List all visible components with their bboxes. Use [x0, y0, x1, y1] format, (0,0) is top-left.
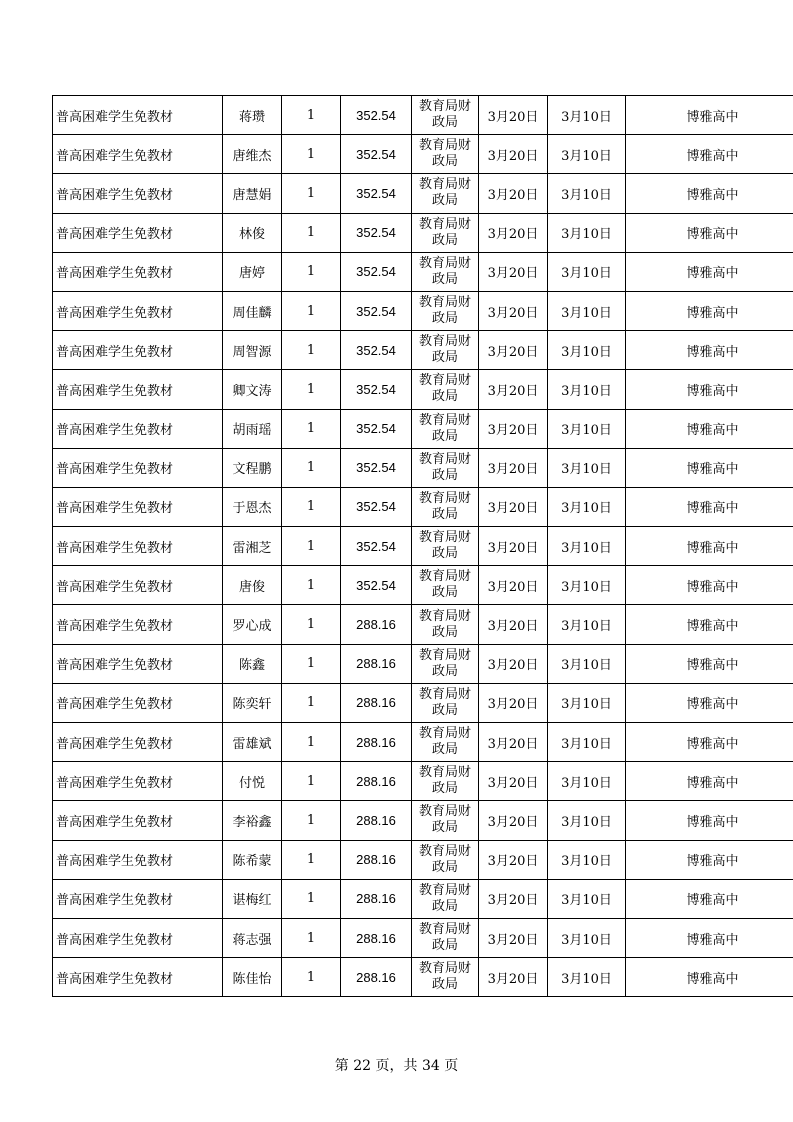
- table-row: [53, 918, 793, 957]
- school-cell: 博雅高中: [626, 723, 793, 762]
- date-cell: 3月20日: [479, 409, 548, 448]
- table-row: [53, 96, 793, 135]
- date-cell-2: 3月10日: [548, 566, 626, 605]
- name-cell: 林俊: [223, 213, 282, 252]
- date-cell: 3月20日: [479, 566, 548, 605]
- date-cell-2: 3月10日: [548, 918, 626, 957]
- name-cell: 陈奕轩: [223, 683, 282, 722]
- table-body: [53, 96, 793, 997]
- data-table: [52, 95, 793, 997]
- date-cell-2: 3月10日: [548, 409, 626, 448]
- item-cell: 普高困难学生免教材: [53, 174, 223, 213]
- name-cell: 胡雨瑶: [223, 409, 282, 448]
- department-cell: 教育局财政局: [412, 958, 479, 997]
- date-cell: 3月20日: [479, 487, 548, 526]
- name-cell: 卿文涛: [223, 370, 282, 409]
- quantity-cell: 1: [282, 840, 341, 879]
- school-cell: 博雅高中: [626, 958, 793, 997]
- date-cell-2: 3月10日: [548, 291, 626, 330]
- school-cell: 博雅高中: [626, 135, 793, 174]
- amount-cell: 352.54: [341, 96, 412, 135]
- table-row: [53, 762, 793, 801]
- department-cell: 教育局财政局: [412, 605, 479, 644]
- school-cell: 博雅高中: [626, 840, 793, 879]
- name-cell: 陈佳怡: [223, 958, 282, 997]
- amount-cell: 288.16: [341, 605, 412, 644]
- name-cell: 周智源: [223, 331, 282, 370]
- quantity-cell: 1: [282, 213, 341, 252]
- table-row: [53, 331, 793, 370]
- department-cell: 教育局财政局: [412, 723, 479, 762]
- department-cell: 教育局财政局: [412, 840, 479, 879]
- quantity-cell: 1: [282, 448, 341, 487]
- item-cell: 普高困难学生免教材: [53, 291, 223, 330]
- amount-cell: 352.54: [341, 566, 412, 605]
- date-cell-2: 3月10日: [548, 762, 626, 801]
- table-row: [53, 448, 793, 487]
- department-cell: 教育局财政局: [412, 683, 479, 722]
- amount-cell: 352.54: [341, 291, 412, 330]
- table-row: [53, 683, 793, 722]
- school-cell: 博雅高中: [626, 605, 793, 644]
- table-row: [53, 174, 793, 213]
- name-cell: 李裕鑫: [223, 801, 282, 840]
- school-cell: 博雅高中: [626, 448, 793, 487]
- school-cell: 博雅高中: [626, 370, 793, 409]
- quantity-cell: 1: [282, 723, 341, 762]
- name-cell: 蒋瓒: [223, 96, 282, 135]
- date-cell-2: 3月10日: [548, 879, 626, 918]
- date-cell: 3月20日: [479, 252, 548, 291]
- school-cell: 博雅高中: [626, 96, 793, 135]
- quantity-cell: 1: [282, 252, 341, 291]
- date-cell: 3月20日: [479, 840, 548, 879]
- school-cell: 博雅高中: [626, 918, 793, 957]
- amount-cell: 288.16: [341, 918, 412, 957]
- item-cell: 普高困难学生免教材: [53, 527, 223, 566]
- table-row: [53, 879, 793, 918]
- school-cell: 博雅高中: [626, 174, 793, 213]
- school-cell: 博雅高中: [626, 566, 793, 605]
- department-cell: 教育局财政局: [412, 762, 479, 801]
- name-cell: 蒋志强: [223, 918, 282, 957]
- date-cell: 3月20日: [479, 527, 548, 566]
- date-cell: 3月20日: [479, 448, 548, 487]
- quantity-cell: 1: [282, 801, 341, 840]
- department-cell: 教育局财政局: [412, 448, 479, 487]
- item-cell: 普高困难学生免教材: [53, 135, 223, 174]
- table-row: [53, 135, 793, 174]
- date-cell-2: 3月10日: [548, 96, 626, 135]
- quantity-cell: 1: [282, 918, 341, 957]
- quantity-cell: 1: [282, 291, 341, 330]
- name-cell: 唐婷: [223, 252, 282, 291]
- date-cell: 3月20日: [479, 644, 548, 683]
- name-cell: 雷湘芝: [223, 527, 282, 566]
- amount-cell: 352.54: [341, 252, 412, 291]
- amount-cell: 288.16: [341, 683, 412, 722]
- amount-cell: 288.16: [341, 958, 412, 997]
- item-cell: 普高困难学生免教材: [53, 487, 223, 526]
- school-cell: 博雅高中: [626, 213, 793, 252]
- item-cell: 普高困难学生免教材: [53, 566, 223, 605]
- school-cell: 博雅高中: [626, 487, 793, 526]
- quantity-cell: 1: [282, 96, 341, 135]
- date-cell: 3月20日: [479, 958, 548, 997]
- date-cell-2: 3月10日: [548, 801, 626, 840]
- amount-cell: 352.54: [341, 331, 412, 370]
- school-cell: 博雅高中: [626, 879, 793, 918]
- date-cell: 3月20日: [479, 605, 548, 644]
- date-cell-2: 3月10日: [548, 605, 626, 644]
- department-cell: 教育局财政局: [412, 213, 479, 252]
- date-cell-2: 3月10日: [548, 840, 626, 879]
- date-cell-2: 3月10日: [548, 252, 626, 291]
- school-cell: 博雅高中: [626, 291, 793, 330]
- table-row: [53, 487, 793, 526]
- table-row: [53, 370, 793, 409]
- item-cell: 普高困难学生免教材: [53, 801, 223, 840]
- school-cell: 博雅高中: [626, 801, 793, 840]
- date-cell-2: 3月10日: [548, 174, 626, 213]
- name-cell: 付悦: [223, 762, 282, 801]
- quantity-cell: 1: [282, 409, 341, 448]
- name-cell: 罗心成: [223, 605, 282, 644]
- item-cell: 普高困难学生免教材: [53, 213, 223, 252]
- item-cell: 普高困难学生免教材: [53, 683, 223, 722]
- date-cell-2: 3月10日: [548, 958, 626, 997]
- date-cell-2: 3月10日: [548, 370, 626, 409]
- quantity-cell: 1: [282, 644, 341, 683]
- table-row: [53, 644, 793, 683]
- amount-cell: 352.54: [341, 527, 412, 566]
- name-cell: 唐慧娟: [223, 174, 282, 213]
- date-cell: 3月20日: [479, 762, 548, 801]
- quantity-cell: 1: [282, 762, 341, 801]
- date-cell-2: 3月10日: [548, 683, 626, 722]
- item-cell: 普高困难学生免教材: [53, 879, 223, 918]
- school-cell: 博雅高中: [626, 762, 793, 801]
- department-cell: 教育局财政局: [412, 252, 479, 291]
- item-cell: 普高困难学生免教材: [53, 409, 223, 448]
- item-cell: 普高困难学生免教材: [53, 840, 223, 879]
- quantity-cell: 1: [282, 527, 341, 566]
- amount-cell: 352.54: [341, 213, 412, 252]
- table-row: [53, 409, 793, 448]
- item-cell: 普高困难学生免教材: [53, 331, 223, 370]
- department-cell: 教育局财政局: [412, 801, 479, 840]
- item-cell: 普高困难学生免教材: [53, 644, 223, 683]
- item-cell: 普高困难学生免教材: [53, 918, 223, 957]
- amount-cell: 352.54: [341, 135, 412, 174]
- amount-cell: 352.54: [341, 370, 412, 409]
- item-cell: 普高困难学生免教材: [53, 605, 223, 644]
- amount-cell: 288.16: [341, 644, 412, 683]
- school-cell: 博雅高中: [626, 409, 793, 448]
- date-cell-2: 3月10日: [548, 213, 626, 252]
- quantity-cell: 1: [282, 879, 341, 918]
- date-cell-2: 3月10日: [548, 723, 626, 762]
- date-cell-2: 3月10日: [548, 448, 626, 487]
- department-cell: 教育局财政局: [412, 487, 479, 526]
- department-cell: 教育局财政局: [412, 370, 479, 409]
- school-cell: 博雅高中: [626, 683, 793, 722]
- name-cell: 文程鹏: [223, 448, 282, 487]
- department-cell: 教育局财政局: [412, 566, 479, 605]
- table-row: [53, 213, 793, 252]
- school-cell: 博雅高中: [626, 331, 793, 370]
- department-cell: 教育局财政局: [412, 135, 479, 174]
- date-cell: 3月20日: [479, 683, 548, 722]
- table-row: [53, 840, 793, 879]
- quantity-cell: 1: [282, 958, 341, 997]
- date-cell: 3月20日: [479, 723, 548, 762]
- date-cell-2: 3月10日: [548, 487, 626, 526]
- table-row: [53, 527, 793, 566]
- quantity-cell: 1: [282, 605, 341, 644]
- item-cell: 普高困难学生免教材: [53, 762, 223, 801]
- amount-cell: 352.54: [341, 409, 412, 448]
- quantity-cell: 1: [282, 331, 341, 370]
- name-cell: 谌梅红: [223, 879, 282, 918]
- table-row: [53, 723, 793, 762]
- department-cell: 教育局财政局: [412, 644, 479, 683]
- table-row: [53, 801, 793, 840]
- amount-cell: 288.16: [341, 762, 412, 801]
- department-cell: 教育局财政局: [412, 174, 479, 213]
- quantity-cell: 1: [282, 683, 341, 722]
- department-cell: 教育局财政局: [412, 527, 479, 566]
- department-cell: 教育局财政局: [412, 331, 479, 370]
- item-cell: 普高困难学生免教材: [53, 252, 223, 291]
- date-cell: 3月20日: [479, 879, 548, 918]
- school-cell: 博雅高中: [626, 644, 793, 683]
- date-cell: 3月20日: [479, 291, 548, 330]
- name-cell: 陈希蒙: [223, 840, 282, 879]
- table-row: [53, 291, 793, 330]
- date-cell: 3月20日: [479, 918, 548, 957]
- date-cell: 3月20日: [479, 174, 548, 213]
- school-cell: 博雅高中: [626, 252, 793, 291]
- date-cell-2: 3月10日: [548, 135, 626, 174]
- table-row: [53, 958, 793, 997]
- date-cell: 3月20日: [479, 135, 548, 174]
- item-cell: 普高困难学生免教材: [53, 96, 223, 135]
- date-cell: 3月20日: [479, 96, 548, 135]
- name-cell: 唐俊: [223, 566, 282, 605]
- date-cell: 3月20日: [479, 801, 548, 840]
- amount-cell: 352.54: [341, 487, 412, 526]
- amount-cell: 352.54: [341, 174, 412, 213]
- date-cell-2: 3月10日: [548, 331, 626, 370]
- date-cell-2: 3月10日: [548, 527, 626, 566]
- department-cell: 教育局财政局: [412, 409, 479, 448]
- quantity-cell: 1: [282, 370, 341, 409]
- item-cell: 普高困难学生免教材: [53, 958, 223, 997]
- quantity-cell: 1: [282, 487, 341, 526]
- page-number: 第 22 页，共 34 页: [334, 1058, 459, 1074]
- name-cell: 雷雄斌: [223, 723, 282, 762]
- department-cell: 教育局财政局: [412, 918, 479, 957]
- amount-cell: 288.16: [341, 879, 412, 918]
- item-cell: 普高困难学生免教材: [53, 370, 223, 409]
- date-cell: 3月20日: [479, 370, 548, 409]
- name-cell: 周佳麟: [223, 291, 282, 330]
- date-cell: 3月20日: [479, 213, 548, 252]
- name-cell: 于恩杰: [223, 487, 282, 526]
- department-cell: 教育局财政局: [412, 291, 479, 330]
- school-cell: 博雅高中: [626, 527, 793, 566]
- name-cell: 唐维杰: [223, 135, 282, 174]
- amount-cell: 288.16: [341, 801, 412, 840]
- table-row: [53, 252, 793, 291]
- table-row: [53, 605, 793, 644]
- department-cell: 教育局财政局: [412, 879, 479, 918]
- table-row: [53, 566, 793, 605]
- department-cell: 教育局财政局: [412, 96, 479, 135]
- item-cell: 普高困难学生免教材: [53, 723, 223, 762]
- date-cell: 3月20日: [479, 331, 548, 370]
- amount-cell: 352.54: [341, 448, 412, 487]
- quantity-cell: 1: [282, 135, 341, 174]
- quantity-cell: 1: [282, 174, 341, 213]
- date-cell-2: 3月10日: [548, 644, 626, 683]
- amount-cell: 288.16: [341, 840, 412, 879]
- name-cell: 陈鑫: [223, 644, 282, 683]
- quantity-cell: 1: [282, 566, 341, 605]
- amount-cell: 288.16: [341, 723, 412, 762]
- item-cell: 普高困难学生免教材: [53, 448, 223, 487]
